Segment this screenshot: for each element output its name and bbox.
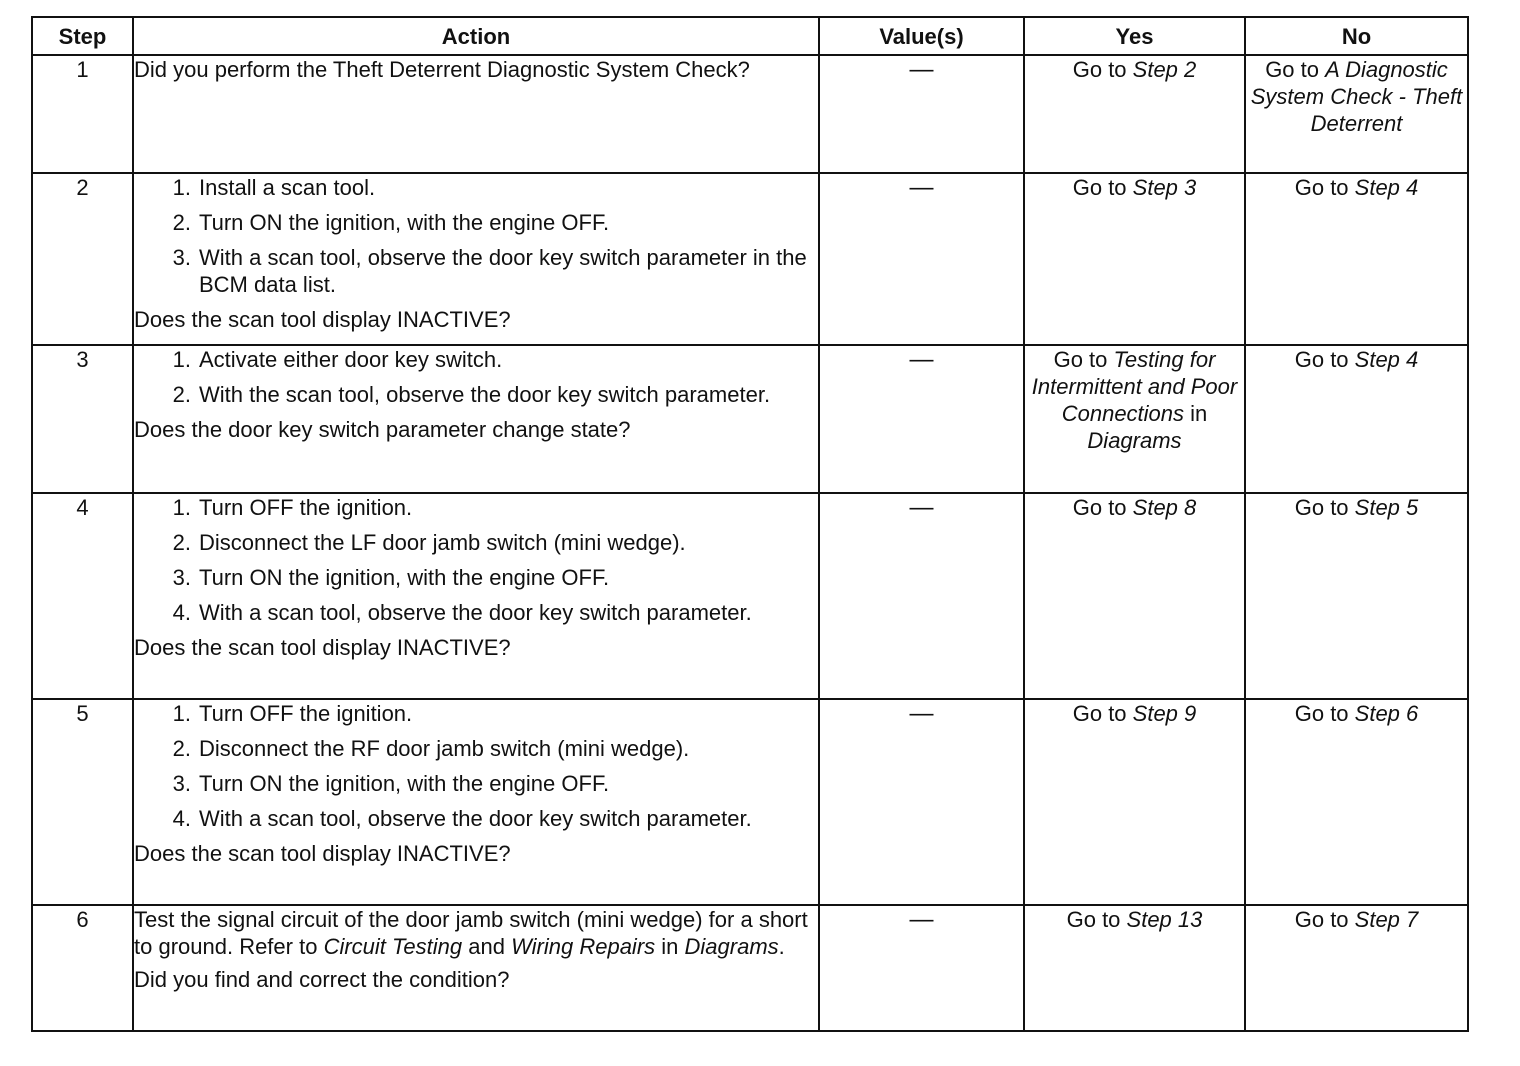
header-values: Value(s) xyxy=(819,17,1024,55)
yes-cell: Go to Step 8 xyxy=(1024,493,1245,699)
action-cell xyxy=(133,493,819,699)
no-cell: Go to Step 5 xyxy=(1245,493,1468,699)
step-number: 3 xyxy=(32,345,133,493)
action-question: Does the scan tool display INACTIVE? xyxy=(134,307,511,332)
no-cell: Go to Step 4 xyxy=(1245,173,1468,345)
table-row xyxy=(32,345,1468,493)
list-item: 3. With a scan tool, observe the door key switch parameter in the BCM data list. xyxy=(172,245,807,297)
table-row xyxy=(32,699,1468,905)
list-item: 3. Turn ON the ignition, with the engine OFF. xyxy=(172,771,610,796)
list-item: 1. Activate either door key switch. xyxy=(172,347,503,372)
table-row xyxy=(32,493,1468,699)
list-item: 4. With a scan tool, observe the door key switch parameter. xyxy=(172,806,752,831)
diagnostic-table xyxy=(31,16,1469,1032)
action-cell xyxy=(133,173,819,345)
yes-cell: Go to Step 13 xyxy=(1024,905,1245,1031)
no-link[interactable]: Step 7 xyxy=(1354,907,1419,932)
action-list xyxy=(134,700,818,832)
yes-link-diagrams[interactable]: Diagrams xyxy=(1087,428,1182,453)
header-yes: Yes xyxy=(1024,17,1245,55)
action-question: Did you find and correct the condition? xyxy=(134,967,510,992)
yes-cell: Go to Step 3 xyxy=(1024,173,1245,345)
no-link[interactable]: Step 4 xyxy=(1354,347,1419,372)
action-cell xyxy=(133,345,819,493)
list-item: 2. Disconnect the RF door jamb switch (mini wedge). xyxy=(172,736,690,761)
action-cell xyxy=(133,55,819,173)
table-row xyxy=(32,55,1468,173)
action-list xyxy=(134,494,818,626)
value-cell: — xyxy=(819,699,1024,905)
no-prefix: Go to xyxy=(1265,57,1326,82)
yes-link[interactable]: Step 3 xyxy=(1132,175,1197,200)
no-cell: Go to Step 6 xyxy=(1245,699,1468,905)
yes-prefix: Go to xyxy=(1072,57,1133,82)
value-cell: — xyxy=(819,55,1024,173)
circuit-testing-link[interactable]: Circuit Testing xyxy=(323,934,463,959)
value-cell: — xyxy=(819,345,1024,493)
list-item: 4. With a scan tool, observe the door key switch parameter. xyxy=(172,600,752,625)
no-cell: Go to Step 7 xyxy=(1245,905,1468,1031)
header-no: No xyxy=(1245,17,1468,55)
header-step: Step xyxy=(32,17,133,55)
no-link[interactable]: Step 6 xyxy=(1354,701,1419,726)
action-cell xyxy=(133,905,819,1031)
yes-link[interactable]: Step 8 xyxy=(1132,495,1197,520)
no-link[interactable]: Step 5 xyxy=(1354,495,1419,520)
list-item: 2. Disconnect the LF door jamb switch (mini wedge). xyxy=(172,530,686,555)
no-cell xyxy=(1245,55,1468,173)
action-text: Test the signal circuit of the door jamb switch (mini wedge) for a short to ground. Refer to Circuit Testing and Wiring Repairs in Diagrams. xyxy=(134,907,808,959)
step-number: 2 xyxy=(32,173,133,345)
action-question: Does the scan tool display INACTIVE? xyxy=(134,841,511,866)
yes-cell: Go to Step 9 xyxy=(1024,699,1245,905)
wiring-repairs-link[interactable]: Wiring Repairs xyxy=(511,934,656,959)
action-list xyxy=(134,346,818,408)
yes-cell: Go to Testing for Intermittent and Poor Connections in Diagrams xyxy=(1024,345,1245,493)
step-number: 4 xyxy=(32,493,133,699)
value-cell: — xyxy=(819,493,1024,699)
table-row xyxy=(32,173,1468,345)
no-cell: Go to Step 4 xyxy=(1245,345,1468,493)
action-cell xyxy=(133,699,819,905)
list-item: 1. Turn OFF the ignition. xyxy=(172,701,413,726)
no-link[interactable]: A Diagnostic System Check - Theft Deterrent xyxy=(1250,57,1463,136)
header-row xyxy=(32,17,1468,55)
step-number: 5 xyxy=(32,699,133,905)
list-item: 1. Turn OFF the ignition. xyxy=(172,495,413,520)
yes-link[interactable]: Testing for Intermittent and Poor Connections xyxy=(1031,347,1238,426)
list-item: 2. Turn ON the ignition, with the engine OFF. xyxy=(172,210,610,235)
yes-cell xyxy=(1024,55,1245,173)
step-number: 1 xyxy=(32,55,133,173)
diagrams-link[interactable]: Diagrams xyxy=(684,934,779,959)
value-cell: — xyxy=(819,905,1024,1031)
list-item: 2. With the scan tool, observe the door key switch parameter. xyxy=(172,382,771,407)
table-row xyxy=(32,905,1468,1031)
list-item: 3. Turn ON the ignition, with the engine OFF. xyxy=(172,565,610,590)
yes-link[interactable]: Step 9 xyxy=(1132,701,1197,726)
no-link[interactable]: Step 4 xyxy=(1354,175,1419,200)
action-list xyxy=(134,174,818,298)
yes-link[interactable]: Step 2 xyxy=(1132,57,1197,82)
action-question: Does the scan tool display INACTIVE? xyxy=(134,635,511,660)
action-text: Did you perform the Theft Deterrent Diagnostic System Check? xyxy=(134,57,750,82)
header-action: Action xyxy=(133,17,819,55)
step-number: 6 xyxy=(32,905,133,1031)
value-cell: — xyxy=(819,173,1024,345)
list-item: 1. Install a scan tool. xyxy=(172,175,376,200)
action-question: Does the door key switch parameter change state? xyxy=(134,417,631,442)
yes-link[interactable]: Step 13 xyxy=(1126,907,1203,932)
